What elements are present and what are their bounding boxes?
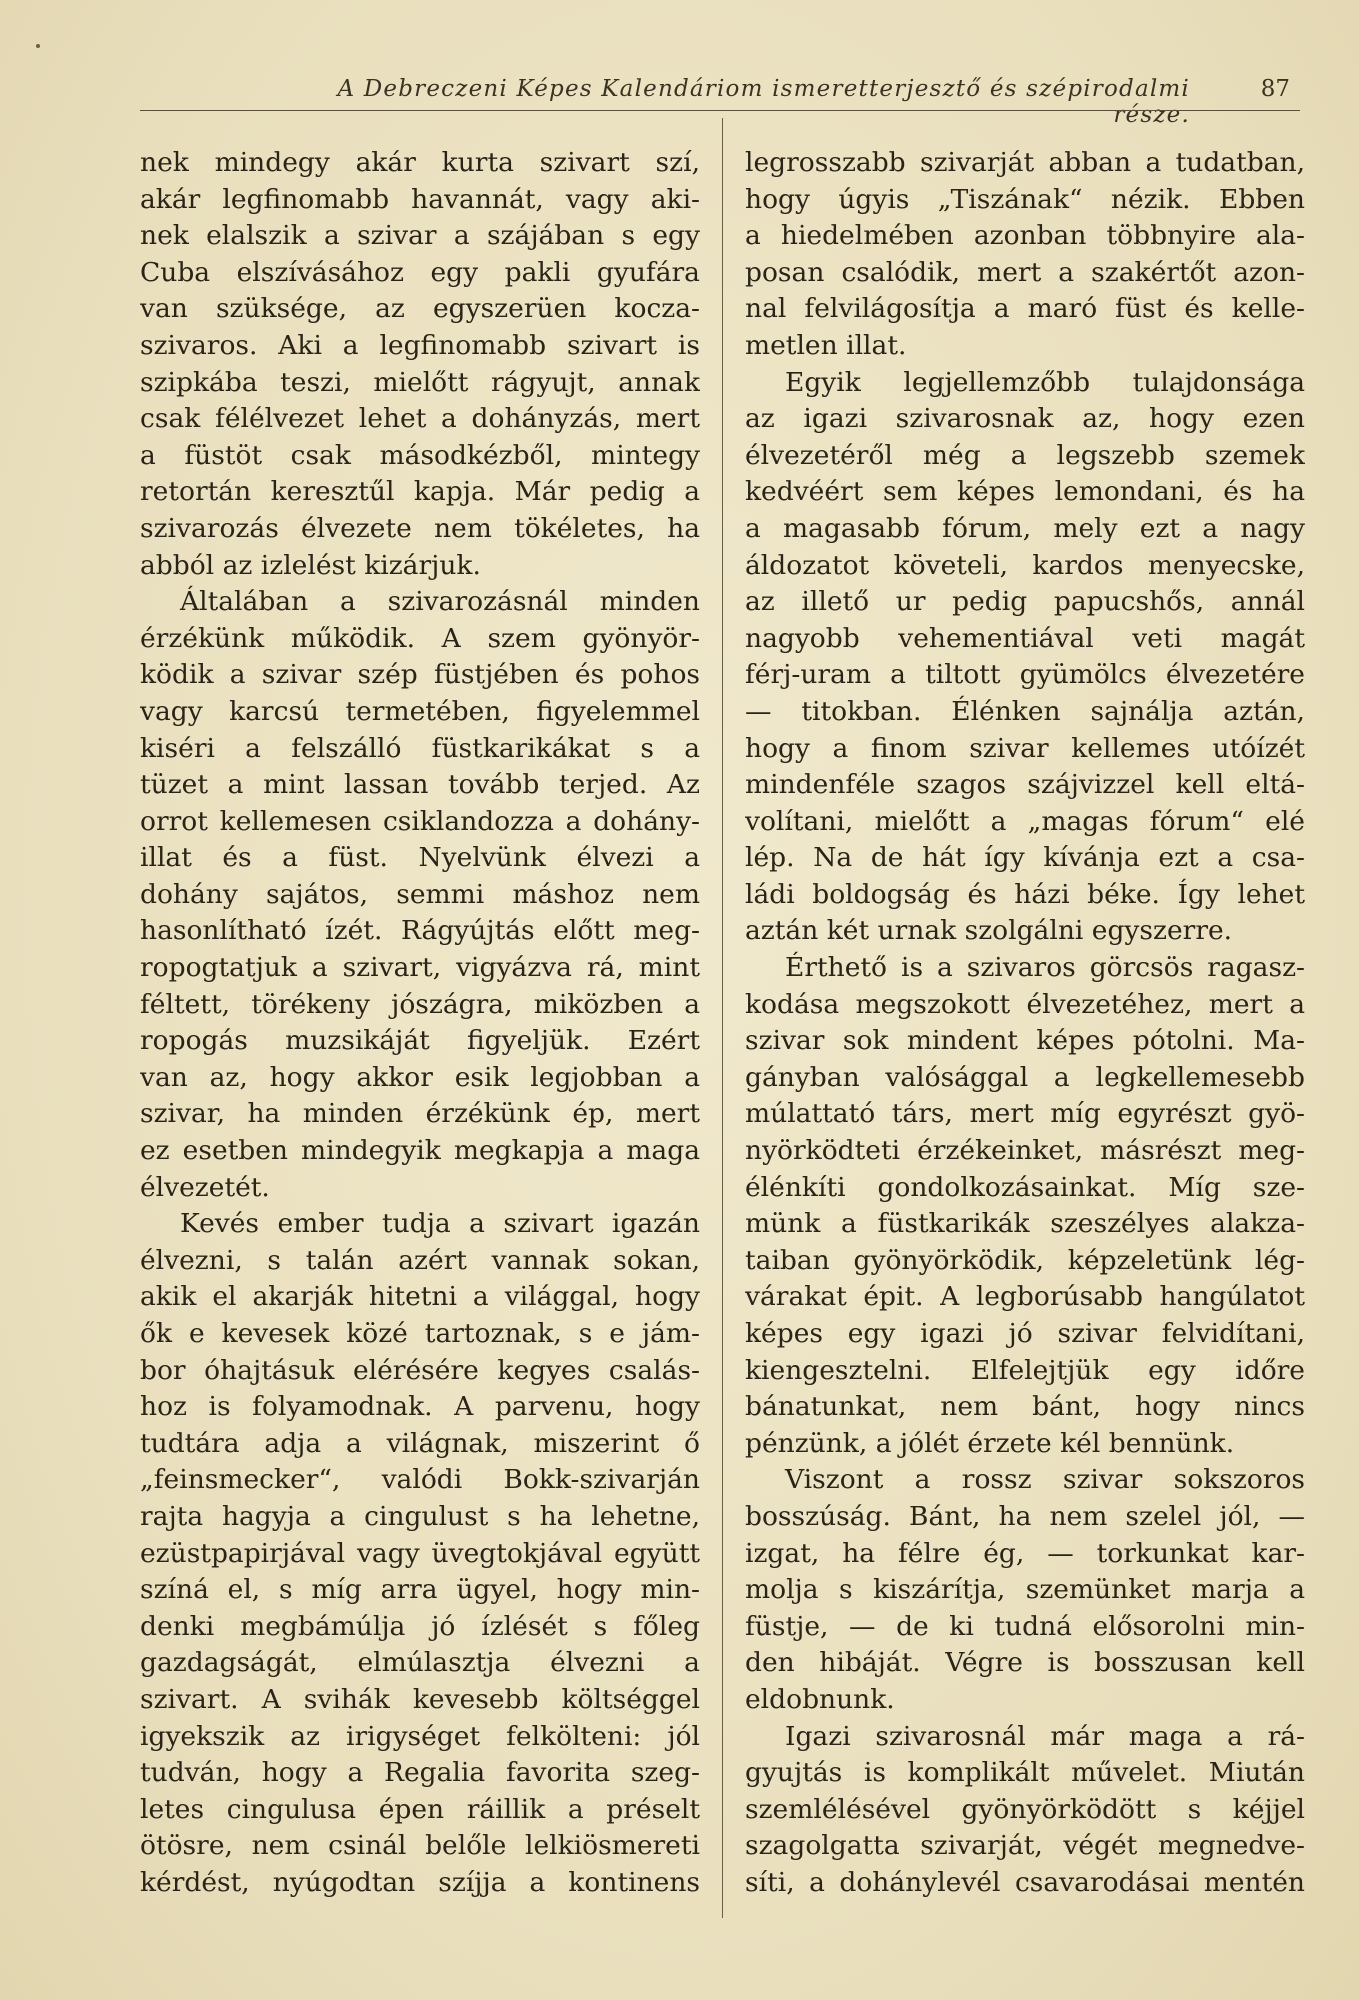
text-line: áldozatot követeli, kardos menyecske, — [745, 549, 1305, 581]
text-line: élvezni, s talán azért vannak sokan, — [140, 1244, 700, 1276]
text-line: van az, hogy akkor esik legjobban a — [140, 1061, 700, 1093]
left-column — [140, 145, 700, 1902]
text-line: Érthető is a szivaros görcsös ragasz- — [785, 952, 1305, 984]
text-line: ködik a szivar szép füstjében és pohos — [140, 659, 700, 691]
text-line: nal felvilágosítja a maró füst és kelle- — [745, 293, 1305, 325]
text-line: igyekszik az irigységet felkölteni: jól — [140, 1720, 700, 1752]
text-line: ezüstpapirjával vagy üvegtokjával együtt — [140, 1537, 700, 1569]
text-line: mindenféle szagos szájvizzel kell eltá- — [745, 769, 1305, 801]
page-number: 87 — [1260, 76, 1290, 102]
text-line: szivar, ha minden érzékünk ép, mert — [140, 1098, 700, 1130]
text-line: eldobnunk. — [745, 1683, 895, 1715]
text-line: szemlélésével gyönyörködött s kéjjel — [745, 1793, 1305, 1825]
text-line: vagy karcsú termetében, figyelemmel — [140, 695, 700, 727]
text-line: ropogtatjuk a szivart, vigyázva rá, mint — [140, 952, 700, 984]
text-line: élvezetéről még a legszebb szemek — [745, 439, 1305, 471]
text-line: tudtára adja a világnak, miszerint ő — [140, 1427, 700, 1459]
text-line: füstje, — de ki tudná elősorolni min- — [745, 1610, 1305, 1642]
text-line: Egyik legjellemzőbb tulajdonsága — [785, 366, 1305, 398]
text-line: ládi boldogság és házi béke. Így lehet — [745, 878, 1305, 910]
text-line: nek elalszik a szivar a szájában s egy — [140, 220, 700, 252]
text-line: bánatunkat, nem bánt, hogy nincs — [745, 1391, 1305, 1423]
text-line: bor óhajtásuk elérésére kegyes csalás- — [140, 1354, 700, 1386]
text-line: retortán keresztűl kapja. Már pedig a — [140, 476, 700, 508]
text-line: ropogás muzsikáját figyeljük. Ezért — [140, 1025, 700, 1057]
text-line: az igazi szivarosnak az, hogy ezen — [745, 403, 1305, 435]
text-line: gazdagságát, elmúlasztja élvezni a — [140, 1647, 700, 1679]
text-line: hoz is folyamodnak. A parvenu, hogy — [140, 1391, 700, 1423]
right-column — [745, 145, 1305, 1902]
text-line: gányban valósággal a legkellemesebb — [745, 1061, 1305, 1093]
text-line: münk a füstkarikák szeszélyes alakza- — [745, 1208, 1305, 1240]
text-line: den hibáját. Végre is bosszusan kell — [745, 1647, 1305, 1679]
text-line: aztán két urnak szolgálni egyszerre. — [745, 915, 1233, 947]
text-line: várakat épit. A legborúsabb hangúlatot — [745, 1281, 1305, 1313]
text-line: illat és a füst. Nyelvünk élvezi a — [140, 842, 700, 874]
text-line: letes cingulusa épen ráillik a préselt — [140, 1793, 700, 1825]
text-line: kedvéért sem képes lemondani, és ha — [745, 476, 1305, 508]
text-line: szivar sok mindent képes pótolni. Ma- — [745, 1025, 1305, 1057]
text-line: Általában a szivarozásnál minden — [180, 586, 700, 618]
text-line: Cuba elszívásához egy pakli gyufára — [140, 256, 700, 288]
text-line: képes egy igazi jó szivar felvidítani, — [745, 1318, 1305, 1349]
text-line: gyujtás is komplikált művelet. Miután — [745, 1757, 1305, 1789]
text-line: szivaros. Aki a legfinomabb szivart is — [140, 329, 700, 361]
text-line: Kevés ember tudja a szivart igazán — [180, 1208, 700, 1240]
text-line: rajta hagyja a cingulust s ha lehetne, — [140, 1500, 700, 1532]
text-line: van szüksége, az egyszerüen kocza- — [140, 293, 700, 325]
running-header — [140, 72, 1300, 128]
text-line: akik el akarják hitetni a világgal, hogy — [140, 1281, 700, 1313]
text-line: a hiedelmében azonban többnyire ala- — [745, 220, 1305, 252]
text-line: kiséri a felszálló füstkarikákat s a — [140, 732, 700, 764]
text-line: síti, a dohánylevél csavarodásai mentén — [745, 1866, 1305, 1898]
text-line: izgat, ha félre ég, — torkunkat kar- — [745, 1537, 1305, 1569]
text-line: Viszont a rossz szivar sokszoros — [785, 1464, 1305, 1496]
text-line: nyörködteti érzékeinket, másrészt meg- — [745, 1135, 1305, 1167]
text-line: abból az izlelést kizárjuk. — [140, 549, 481, 581]
text-line: színá el, s míg arra ügyel, hogy min- — [140, 1574, 700, 1606]
text-line: múlattató társ, mert míg egyrészt gyö- — [745, 1098, 1305, 1130]
text-line: molja s kiszárítja, szemünket marja a — [745, 1574, 1305, 1606]
text-line: az illető ur pedig papucshős, annál — [745, 586, 1305, 618]
text-line: — titokban. Élénken sajnálja aztán, — [745, 695, 1305, 727]
text-line: hasonlítható ízét. Rágyújtás előtt meg- — [140, 915, 700, 947]
text-line: nek mindegy akár kurta szivart szí, — [140, 147, 700, 178]
text-line: Igazi szivarosnál már maga a rá- — [785, 1720, 1305, 1752]
text-line: metlen illat. — [745, 329, 907, 361]
text-line: lép. Na de hát így kívánja ezt a csa- — [745, 842, 1305, 874]
text-line: ők e kevesek közé tartoznak, s e jám- — [140, 1318, 700, 1349]
text-line: denki megbámúlja jó ízlését s főleg — [140, 1610, 700, 1642]
text-line: érzékünk működik. A szem gyönyör- — [140, 622, 700, 654]
text-line: bosszúság. Bánt, ha nem szelel jól, — — [745, 1500, 1305, 1532]
text-line: férj-uram a tiltott gyümölcs élvezetére — [745, 659, 1305, 691]
text-line: tudván, hogy a Regalia favorita szeg- — [140, 1757, 700, 1789]
header-rule — [140, 110, 1300, 111]
text-line: csak félélvezet lehet a dohányzás, mert — [140, 403, 700, 435]
text-line: nagyobb vehementiával veti magát — [745, 622, 1305, 654]
text-line: élénkíti gondolkozásainkat. Míg sze- — [745, 1171, 1305, 1203]
text-line: a magasabb fórum, mely ezt a nagy — [745, 512, 1305, 544]
text-line: kérdést, nyúgodtan szíjja a kontinens — [140, 1866, 700, 1898]
text-line: élvezetét. — [140, 1171, 270, 1203]
text-line: hogy a finom szivar kellemes utóízét — [745, 732, 1305, 764]
text-line: legrosszabb szivarját abban a tudatban, — [745, 147, 1305, 178]
text-line: szivarozás élvezete nem tökéletes, ha — [140, 512, 700, 544]
text-line: volítani, mielőtt a „magas fórum“ elé — [745, 805, 1305, 837]
text-line: szivart. A svihák kevesebb költséggel — [140, 1683, 700, 1715]
text-line: akár legfinomabb havannát, vagy aki- — [140, 183, 700, 215]
column-divider — [722, 118, 723, 1918]
text-line: tüzet a mint lassan tovább terjed. Az — [140, 769, 700, 801]
text-line: pénzünk, a jólét érzete kél bennünk. — [745, 1427, 1235, 1459]
text-line: kiengesztelni. Elfelejtjük egy időre — [745, 1354, 1305, 1386]
header-title: A Debreczeni Képes Kalendáriom ismeretterjesztő és szépirodalmi része. — [337, 76, 1190, 128]
text-line: taiban gyönyörködik, képzeletünk lég- — [745, 1244, 1305, 1276]
text-line: kodása megszokott élvezetéhez, mert a — [745, 988, 1305, 1020]
text-line: szipkába teszi, mielőtt rágyujt, annak — [140, 366, 700, 398]
ink-dot — [36, 44, 40, 48]
text-line: „feinsmecker“, valódi Bokk-szivarján — [140, 1464, 700, 1496]
text-line: szagolgatta szivarját, végét megnedve- — [745, 1830, 1305, 1862]
text-line: hogy úgyis „Tiszának“ nézik. Ebben — [745, 183, 1305, 215]
text-line: posan csalódik, mert a szakértőt azon- — [745, 256, 1305, 288]
text-line: dohány sajátos, semmi máshoz nem — [140, 878, 700, 910]
text-line: féltett, törékeny jószágra, miközben a — [140, 988, 700, 1020]
text-line: a füstöt csak másodkézből, mintegy — [140, 439, 700, 471]
text-line: ötösre, nem csinál belőle lelkiösmereti — [140, 1830, 700, 1862]
text-line: orrot kellemesen csiklandozza a dohány- — [140, 805, 700, 837]
text-line: ez esetben mindegyik megkapja a maga — [140, 1135, 700, 1167]
